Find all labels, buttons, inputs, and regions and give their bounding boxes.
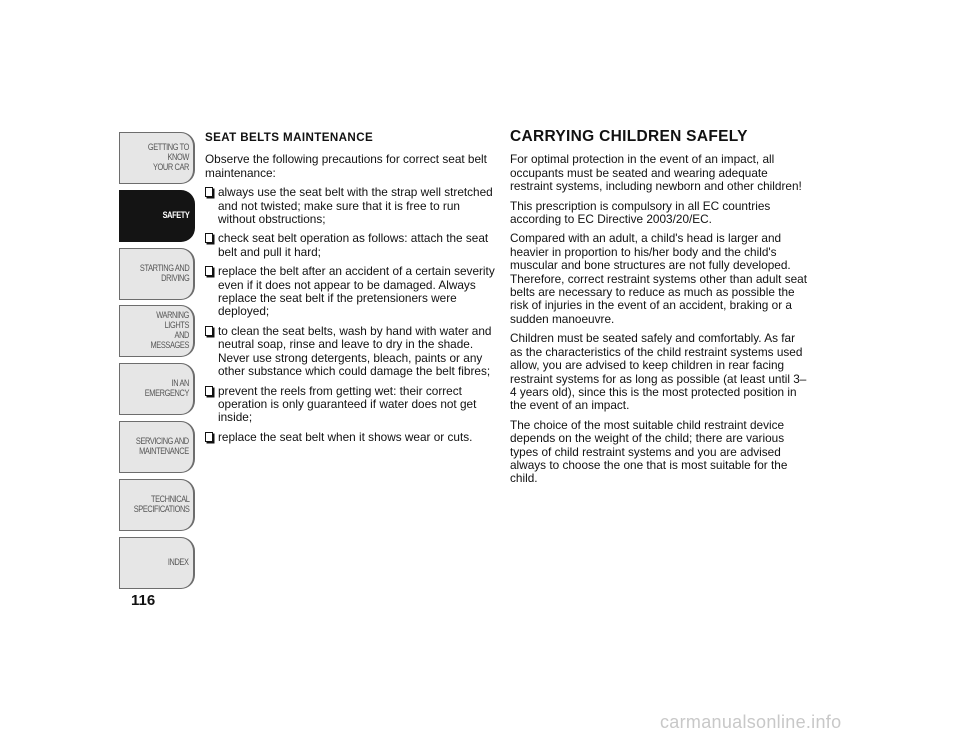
list-item: [205, 325, 497, 379]
tab-in-an-emergency[interactable]: [119, 363, 195, 415]
tab-index[interactable]: [119, 537, 195, 589]
seat-belts-maintenance-section: [205, 131, 497, 450]
tab-label: SERVICING AND MAINTENANCE: [136, 435, 189, 457]
tab-technical-specifications[interactable]: [119, 479, 195, 531]
list-item: [205, 265, 497, 319]
list-item-text: always use the seat belt with the strap well stretched and not twisted; make sure that it is free to run without obstructions;: [218, 185, 493, 227]
section-heading: SEAT BELTS MAINTENANCE: [205, 131, 374, 144]
checkbox-bullet-icon: [205, 326, 213, 336]
list-item: [205, 431, 497, 444]
body-paragraph: For optimal protection in the event of an impact, all occupants must be seated and wearing adequate restraint systems, including newborn and other children!: [510, 152, 802, 194]
tab-label: IN AN EMERGENCY: [144, 378, 189, 400]
checkbox-bullet-icon: [205, 432, 213, 442]
carrying-children-section: [510, 128, 808, 492]
list-item-text: replace the seat belt when it shows wear or cuts.: [218, 429, 473, 444]
tab-label: TECHNICAL SPECIFICATIONS: [133, 493, 189, 515]
tab-label: SAFETY: [162, 209, 189, 221]
list-item: [205, 186, 497, 226]
list-item-text: to clean the seat belts, wash by hand with water and neutral soap, rinse and leave to dry in the shade. Never use strong detergents, bleach, paints or any other substance which could damage the belt fibres;: [218, 323, 492, 379]
list-item: [205, 232, 497, 259]
checkbox-bullet-icon: [205, 187, 213, 197]
body-paragraph: This prescription is compulsory in all EC countries according to EC Directive 2003/20/EC.: [510, 198, 771, 227]
section-title: CARRYING CHILDREN SAFELY: [510, 128, 748, 145]
tab-safety[interactable]: [119, 190, 195, 242]
tab-label: WARNING LIGHTS AND MESSAGES: [150, 310, 189, 352]
list-item-text: prevent the reels from getting wet: their correct operation is only guaranteed if water does not get inside;: [218, 383, 477, 425]
tab-servicing[interactable]: [119, 421, 195, 473]
list-item: [205, 385, 497, 425]
body-paragraph: The choice of the most suitable child restraint device depends on the weight of the child; there are various types of child restraint systems and you are advised always to choose the one that is most suitable for the child.: [510, 417, 788, 486]
checkbox-bullet-icon: [205, 386, 213, 396]
body-paragraph: Compared with an adult, a child's head is larger and heavier in proportion to his/her body and the child's muscular and bone structures are not fully developed. Therefore, correct restraint systems other than adult seat belts are necessary to reduce as much as possible the risk of injuries in the event of an accident, braking or a sudden manoeuvre.: [510, 231, 808, 326]
tab-label: INDEX: [168, 556, 189, 568]
tab-starting-and-driving[interactable]: [119, 248, 195, 300]
body-paragraph: Children must be seated safely and comfortably. As far as the characteristics of the child restraint systems used allow, you are advised to keep children in rear facing restraint systems for as long as possible (at least until 3–4 years old), since this is the most protected position in the event of an impact.: [510, 331, 807, 413]
page-number: 116: [131, 592, 156, 609]
checkbox-bullet-icon: [205, 266, 213, 276]
tab-warning-lights[interactable]: [119, 305, 195, 357]
tab-label: STARTING AND DRIVING: [139, 262, 189, 284]
tab-getting-to-know[interactable]: [119, 132, 195, 184]
list-item-text: check seat belt operation as follows: attach the seat belt and pull it hard;: [218, 231, 489, 259]
checkbox-bullet-icon: [205, 233, 213, 243]
intro-paragraph: Observe the following precautions for correct seat belt maintenance:: [205, 152, 487, 180]
tab-label: GETTING TO KNOW YOUR CAR: [147, 142, 189, 173]
watermark: carmanualsonline.info: [660, 712, 842, 732]
section-tabs: [119, 132, 195, 594]
list-item-text: replace the belt after an accident of a certain severity even if it does not appear to be damaged. Always replace the seat belt if the pretensioners were deployed;: [218, 264, 495, 319]
precautions-list: [205, 186, 497, 444]
